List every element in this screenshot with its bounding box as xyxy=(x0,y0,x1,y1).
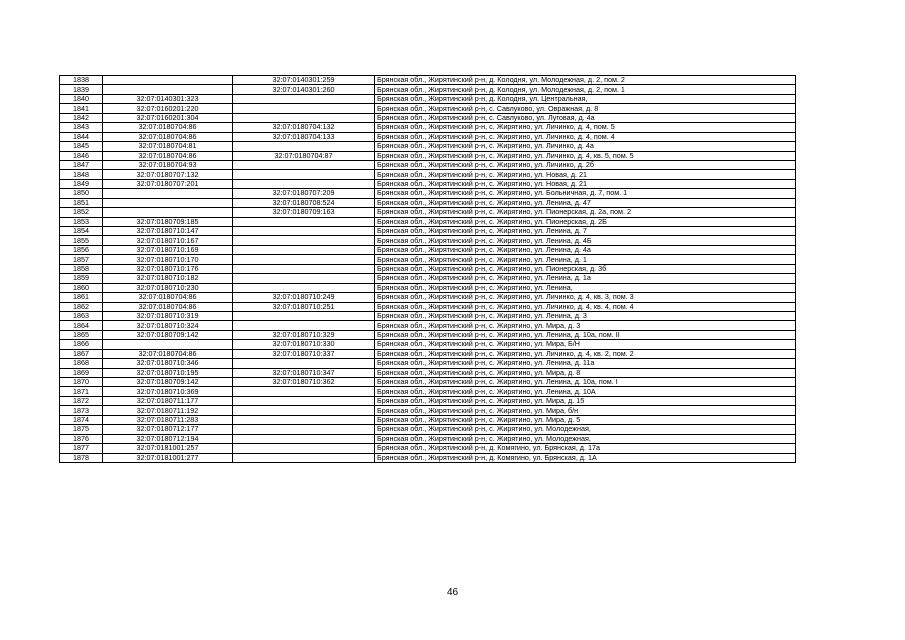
parcel-cadastral-cell xyxy=(103,198,233,207)
address-cell: Брянская обл., Жирятинский р-н, с. Жирятино, ул. Ленина, д. 47 xyxy=(375,198,796,207)
parcel-cadastral-cell: 32:07:0180707:132 xyxy=(103,170,233,179)
row-number-cell: 1866 xyxy=(60,340,103,349)
table-row xyxy=(60,132,796,141)
row-number-cell: 1878 xyxy=(60,453,103,462)
object-cadastral-cell: 32:07:0180710:249 xyxy=(233,293,375,302)
address-cell: Брянская обл., Жирятинский р-н, д. Колодня, ул. Молодежная, д. 2, пом. 1 xyxy=(375,85,796,94)
parcel-cadastral-cell xyxy=(103,189,233,198)
parcel-cadastral-cell: 32:07:0180704:86 xyxy=(103,293,233,302)
row-number-cell: 1876 xyxy=(60,434,103,443)
address-cell: Брянская обл., Жирятинский р-н, с. Жирятино, ул. Мира, б/н xyxy=(375,406,796,415)
parcel-cadastral-cell: 32:07:0180704:86 xyxy=(103,151,233,160)
row-number-cell: 1839 xyxy=(60,85,103,94)
row-number-cell: 1868 xyxy=(60,359,103,368)
row-number-cell: 1849 xyxy=(60,179,103,188)
address-cell: Брянская обл., Жирятинский р-н, с. Жирятино, ул. Мира, Б/Н xyxy=(375,340,796,349)
address-cell: Брянская обл., Жирятинский р-н, с. Жирятино, ул. Ленина, д. 10а, пом. I xyxy=(375,378,796,387)
parcel-cadastral-cell: 32:07:0181001:257 xyxy=(103,444,233,453)
row-number-cell: 1855 xyxy=(60,236,103,245)
parcel-cadastral-cell: 32:07:0180704:86 xyxy=(103,132,233,141)
object-cadastral-cell: 32:07:0180710:362 xyxy=(233,378,375,387)
table-row xyxy=(60,302,796,311)
table-row xyxy=(60,396,796,405)
table-row xyxy=(60,198,796,207)
object-cadastral-cell xyxy=(233,434,375,443)
row-number-cell: 1841 xyxy=(60,104,103,113)
parcel-cadastral-cell: 32:07:0180704:81 xyxy=(103,142,233,151)
row-number-cell: 1859 xyxy=(60,274,103,283)
table-row xyxy=(60,113,796,122)
registry-table xyxy=(59,75,796,463)
parcel-cadastral-cell: 32:07:0180710:324 xyxy=(103,321,233,330)
address-cell: Брянская обл., Жирятинский р-н, с. Жирятино, ул. Ленина, д. 7 xyxy=(375,227,796,236)
address-cell: Брянская обл., Жирятинский р-н, с. Жирятино, ул. Ленина, xyxy=(375,283,796,292)
object-cadastral-cell xyxy=(233,415,375,424)
parcel-cadastral-cell: 32:07:0180704:86 xyxy=(103,123,233,132)
address-cell: Брянская обл., Жирятинский р-н, с. Жирятино, ул. Мира, д. 3 xyxy=(375,321,796,330)
table-row xyxy=(60,293,796,302)
table-row xyxy=(60,378,796,387)
parcel-cadastral-cell: 32:07:0180710:176 xyxy=(103,264,233,273)
parcel-cadastral-cell: 32:07:0180709:185 xyxy=(103,217,233,226)
object-cadastral-cell: 32:07:0180708:524 xyxy=(233,198,375,207)
row-number-cell: 1861 xyxy=(60,293,103,302)
table-row xyxy=(60,425,796,434)
row-number-cell: 1867 xyxy=(60,349,103,358)
parcel-cadastral-cell: 32:07:0180712:177 xyxy=(103,425,233,434)
address-cell: Брянская обл., Жирятинский р-н, с. Жирятино, ул. Личинко, д. 4, пом. 5 xyxy=(375,123,796,132)
object-cadastral-cell xyxy=(233,94,375,103)
object-cadastral-cell xyxy=(233,179,375,188)
object-cadastral-cell: 32:07:0180707:209 xyxy=(233,189,375,198)
row-number-cell: 1874 xyxy=(60,415,103,424)
table-row xyxy=(60,160,796,169)
object-cadastral-cell: 32:07:0140301:260 xyxy=(233,85,375,94)
address-cell: Брянская обл., Жирятинский р-н, д. Колодня, ул. Молодежная, д. 2, пом. 2 xyxy=(375,76,796,85)
address-cell: Брянская обл., Жирятинский р-н, с. Жирятино, ул. Новая, д. 21 xyxy=(375,170,796,179)
address-cell: Брянская обл., Жирятинский р-н, с. Жирятино, ул. Мира, д. 8 xyxy=(375,368,796,377)
parcel-cadastral-cell: 32:07:0180711:283 xyxy=(103,415,233,424)
table-row xyxy=(60,415,796,424)
object-cadastral-cell xyxy=(233,311,375,320)
address-cell: Брянская обл., Жирятинский р-н, с. Жирятино, ул. Ленина, д. 10А xyxy=(375,387,796,396)
parcel-cadastral-cell: 32:07:0181001:277 xyxy=(103,453,233,462)
address-cell: Брянская обл., Жирятинский р-н, с. Жирятино, ул. Ленина, д. 4Б xyxy=(375,236,796,245)
row-number-cell: 1869 xyxy=(60,368,103,377)
object-cadastral-cell xyxy=(233,453,375,462)
address-cell: Брянская обл., Жирятинский р-н, с. Жирятино, ул. Пионерская, д. 3б xyxy=(375,264,796,273)
address-cell: Брянская обл., Жирятинский р-н, с. Жирятино, ул. Молодежная, xyxy=(375,425,796,434)
object-cadastral-cell: 32:07:0180704:133 xyxy=(233,132,375,141)
table-row xyxy=(60,368,796,377)
parcel-cadastral-cell: 32:07:0180710:169 xyxy=(103,245,233,254)
parcel-cadastral-cell: 32:07:0180710:167 xyxy=(103,236,233,245)
object-cadastral-cell xyxy=(233,274,375,283)
row-number-cell: 1872 xyxy=(60,396,103,405)
table-row xyxy=(60,274,796,283)
object-cadastral-cell xyxy=(233,113,375,122)
address-cell: Брянская обл., Жирятинский р-н, с. Жирятино, ул. Больничная, д. 7, пом. 1 xyxy=(375,189,796,198)
object-cadastral-cell xyxy=(233,255,375,264)
object-cadastral-cell: 32:07:0180710:347 xyxy=(233,368,375,377)
row-number-cell: 1871 xyxy=(60,387,103,396)
parcel-cadastral-cell: 32:07:0180710:147 xyxy=(103,227,233,236)
row-number-cell: 1857 xyxy=(60,255,103,264)
parcel-cadastral-cell: 32:07:0180709:142 xyxy=(103,378,233,387)
table-row xyxy=(60,359,796,368)
row-number-cell: 1851 xyxy=(60,198,103,207)
table-row xyxy=(60,76,796,85)
parcel-cadastral-cell: 32:07:0180707:201 xyxy=(103,179,233,188)
address-cell: Брянская обл., Жирятинский р-н, с. Жирятино, ул. Личинко, д. 4, пом. 4 xyxy=(375,132,796,141)
address-cell: Брянская обл., Жирятинский р-н, с. Жирятино, ул. Пионерская, д. 2Б xyxy=(375,217,796,226)
parcel-cadastral-cell: 32:07:0180711:177 xyxy=(103,396,233,405)
address-cell: Брянская обл., Жирятинский р-н, с. Жирятино, ул. Ленина, д. 1 xyxy=(375,255,796,264)
object-cadastral-cell: 32:07:0180710:330 xyxy=(233,340,375,349)
address-cell: Брянская обл., Жирятинский р-н, д. Колодня, ул. Центральная, xyxy=(375,94,796,103)
address-cell: Брянская обл., Жирятинский р-н, с. Жирятино, ул. Личинко, д. 4, кв. 5, пом. 5 xyxy=(375,151,796,160)
row-number-cell: 1838 xyxy=(60,76,103,85)
address-cell: Брянская обл., Жирятинский р-н, с. Жирятино, ул. Новая, д. 21 xyxy=(375,179,796,188)
object-cadastral-cell xyxy=(233,321,375,330)
address-cell: Брянская обл., Жирятинский р-н, с. Савлуково, ул. Луговая, д. 4а xyxy=(375,113,796,122)
table-row xyxy=(60,444,796,453)
table-row xyxy=(60,387,796,396)
object-cadastral-cell xyxy=(233,170,375,179)
address-cell: Брянская обл., Жирятинский р-н, с. Жирятино, ул. Ленина, д. 1а xyxy=(375,274,796,283)
table-row xyxy=(60,104,796,113)
object-cadastral-cell xyxy=(233,160,375,169)
table-row xyxy=(60,170,796,179)
table-row xyxy=(60,406,796,415)
row-number-cell: 1844 xyxy=(60,132,103,141)
row-number-cell: 1853 xyxy=(60,217,103,226)
parcel-cadastral-cell: 32:07:0180710:195 xyxy=(103,368,233,377)
parcel-cadastral-cell xyxy=(103,85,233,94)
address-cell: Брянская обл., Жирятинский р-н, с. Жирятино, ул. Мира, д. 15 xyxy=(375,396,796,405)
row-number-cell: 1862 xyxy=(60,302,103,311)
object-cadastral-cell: 32:07:0180709:163 xyxy=(233,208,375,217)
object-cadastral-cell: 32:07:0140301:259 xyxy=(233,76,375,85)
object-cadastral-cell xyxy=(233,217,375,226)
row-number-cell: 1846 xyxy=(60,151,103,160)
parcel-cadastral-cell: 32:07:0160201:220 xyxy=(103,104,233,113)
row-number-cell: 1845 xyxy=(60,142,103,151)
parcel-cadastral-cell: 32:07:0180710:170 xyxy=(103,255,233,264)
parcel-cadastral-cell: 32:07:0180711:192 xyxy=(103,406,233,415)
address-cell: Брянская обл., Жирятинский р-н, с. Жирятино, ул. Личинко, д. 4а xyxy=(375,142,796,151)
parcel-cadastral-cell xyxy=(103,208,233,217)
address-cell: Брянская обл., Жирятинский р-н, с. Жирятино, ул. Мира, д. 5 xyxy=(375,415,796,424)
table-row xyxy=(60,179,796,188)
table-row xyxy=(60,236,796,245)
parcel-cadastral-cell: 32:07:0140301:323 xyxy=(103,94,233,103)
address-cell: Брянская обл., Жирятинский р-н, с. Жирятино, ул. Ленина, д. 10а, пом. II xyxy=(375,330,796,339)
row-number-cell: 1877 xyxy=(60,444,103,453)
object-cadastral-cell: 32:07:0180710:337 xyxy=(233,349,375,358)
row-number-cell: 1850 xyxy=(60,189,103,198)
table-row xyxy=(60,255,796,264)
table-row xyxy=(60,311,796,320)
object-cadastral-cell: 32:07:0180704:132 xyxy=(233,123,375,132)
object-cadastral-cell xyxy=(233,142,375,151)
address-cell: Брянская обл., Жирятинский р-н, с. Жирятино, ул. Ленина, д. 4а xyxy=(375,245,796,254)
address-cell: Брянская обл., Жирятинский р-н, д. Комягино, ул. Брянская, д. 17а xyxy=(375,444,796,453)
row-number-cell: 1858 xyxy=(60,264,103,273)
row-number-cell: 1875 xyxy=(60,425,103,434)
row-number-cell: 1863 xyxy=(60,311,103,320)
row-number-cell: 1843 xyxy=(60,123,103,132)
object-cadastral-cell xyxy=(233,227,375,236)
table-row xyxy=(60,189,796,198)
table-row xyxy=(60,245,796,254)
parcel-cadastral-cell: 32:07:0160201:304 xyxy=(103,113,233,122)
row-number-cell: 1864 xyxy=(60,321,103,330)
parcel-cadastral-cell: 32:07:0180710:346 xyxy=(103,359,233,368)
address-cell: Брянская обл., Жирятинский р-н, д. Комягино, ул. Брянская, д. 1А xyxy=(375,453,796,462)
parcel-cadastral-cell: 32:07:0180710:369 xyxy=(103,387,233,396)
table-row xyxy=(60,94,796,103)
table-row xyxy=(60,283,796,292)
parcel-cadastral-cell: 32:07:0180712:194 xyxy=(103,434,233,443)
object-cadastral-cell xyxy=(233,245,375,254)
table-row xyxy=(60,264,796,273)
table-row xyxy=(60,434,796,443)
row-number-cell: 1860 xyxy=(60,283,103,292)
parcel-cadastral-cell: 32:07:0180710:182 xyxy=(103,274,233,283)
object-cadastral-cell xyxy=(233,387,375,396)
object-cadastral-cell xyxy=(233,236,375,245)
parcel-cadastral-cell xyxy=(103,340,233,349)
object-cadastral-cell: 32:07:0180704:87 xyxy=(233,151,375,160)
address-cell: Брянская обл., Жирятинский р-н, с. Жирятино, ул. Личинко, д. 4, кв. 2, пом. 2 xyxy=(375,349,796,358)
object-cadastral-cell xyxy=(233,283,375,292)
object-cadastral-cell xyxy=(233,406,375,415)
parcel-cadastral-cell xyxy=(103,76,233,85)
row-number-cell: 1847 xyxy=(60,160,103,169)
table-row xyxy=(60,208,796,217)
table-row xyxy=(60,123,796,132)
object-cadastral-cell xyxy=(233,104,375,113)
table-row xyxy=(60,217,796,226)
address-cell: Брянская обл., Жирятинский р-н, с. Жирятино, ул. Личинко, д. 2б xyxy=(375,160,796,169)
table-row xyxy=(60,142,796,151)
page-number: 46 xyxy=(446,587,459,598)
table-row xyxy=(60,85,796,94)
table-row xyxy=(60,453,796,462)
parcel-cadastral-cell: 32:07:0180704:86 xyxy=(103,349,233,358)
object-cadastral-cell xyxy=(233,396,375,405)
object-cadastral-cell: 32:07:0180710:329 xyxy=(233,330,375,339)
row-number-cell: 1870 xyxy=(60,378,103,387)
row-number-cell: 1852 xyxy=(60,208,103,217)
address-cell: Брянская обл., Жирятинский р-н, с. Савлуково, ул. Овражная, д. 8 xyxy=(375,104,796,113)
parcel-cadastral-cell: 32:07:0180709:142 xyxy=(103,330,233,339)
parcel-cadastral-cell: 32:07:0180704:86 xyxy=(103,302,233,311)
table-row xyxy=(60,227,796,236)
parcel-cadastral-cell: 32:07:0180710:230 xyxy=(103,283,233,292)
row-number-cell: 1873 xyxy=(60,406,103,415)
row-number-cell: 1865 xyxy=(60,330,103,339)
row-number-cell: 1854 xyxy=(60,227,103,236)
table-row xyxy=(60,321,796,330)
row-number-cell: 1856 xyxy=(60,245,103,254)
table-row xyxy=(60,330,796,339)
object-cadastral-cell xyxy=(233,264,375,273)
object-cadastral-cell xyxy=(233,425,375,434)
parcel-cadastral-cell: 32:07:0180710:319 xyxy=(103,311,233,320)
object-cadastral-cell: 32:07:0180710:251 xyxy=(233,302,375,311)
address-cell: Брянская обл., Жирятинский р-н, с. Жирятино, ул. Ленина, д. 3 xyxy=(375,311,796,320)
row-number-cell: 1842 xyxy=(60,113,103,122)
registry-table-body xyxy=(60,76,796,463)
row-number-cell: 1840 xyxy=(60,94,103,103)
parcel-cadastral-cell: 32:07:0180704:93 xyxy=(103,160,233,169)
address-cell: Брянская обл., Жирятинский р-н, с. Жирятино, ул. Пионерская, д. 2а, пом. 2 xyxy=(375,208,796,217)
row-number-cell: 1848 xyxy=(60,170,103,179)
address-cell: Брянская обл., Жирятинский р-н, с. Жирятино, ул. Ленина, д. 11а xyxy=(375,359,796,368)
object-cadastral-cell xyxy=(233,359,375,368)
table-row xyxy=(60,349,796,358)
table-row xyxy=(60,340,796,349)
table-row xyxy=(60,151,796,160)
address-cell: Брянская обл., Жирятинский р-н, с. Жирятино, ул. Молодежная, xyxy=(375,434,796,443)
address-cell: Брянская обл., Жирятинский р-н, с. Жирятино, ул. Личинко, д. 4, кв. 3, пом. 3 xyxy=(375,293,796,302)
object-cadastral-cell xyxy=(233,444,375,453)
address-cell: Брянская обл., Жирятинский р-н, с. Жирятино, ул. Личинко, д. 4, кв. 4, пом. 4 xyxy=(375,302,796,311)
